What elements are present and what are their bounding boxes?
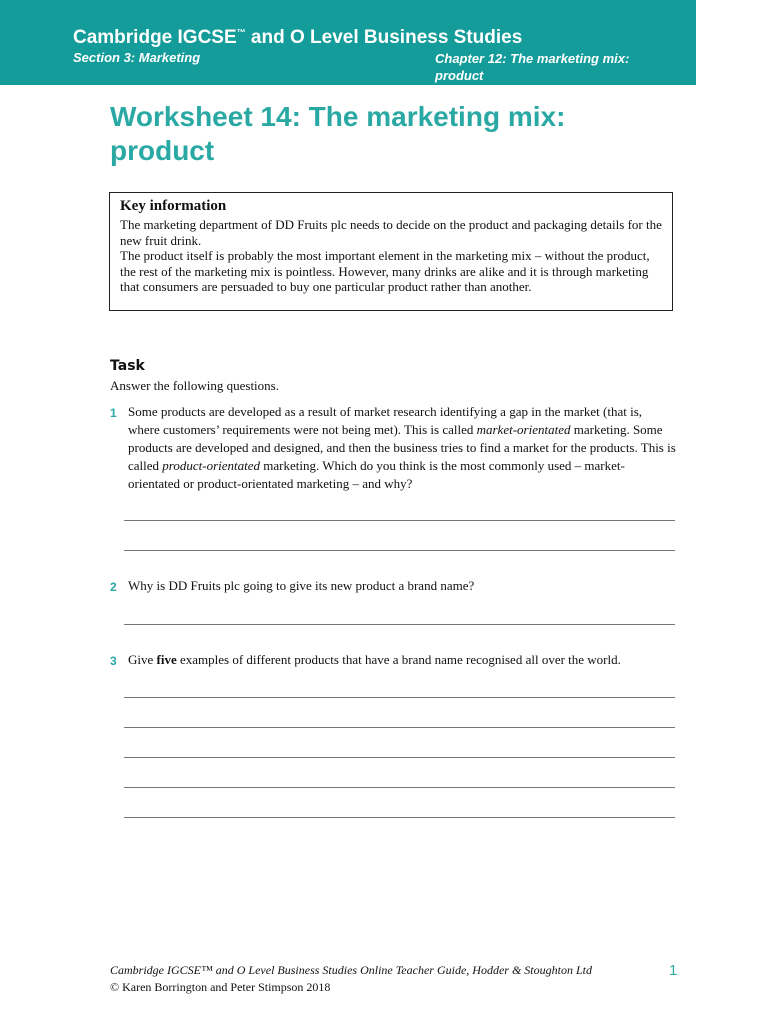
course-title: Cambridge IGCSE™ and O Level Business Studies	[73, 27, 523, 48]
answer-line[interactable]	[124, 817, 675, 818]
task-intro: Answer the following questions.	[110, 378, 279, 393]
key-info-paragraph: The product itself is probably the most important element in the marketing mix – without the product, the rest of the marketing mix is pointless. However, many drinks are alike and it is through marketing that consumers are persuaded to buy one particular product rather than another.	[120, 248, 650, 294]
answer-line[interactable]	[124, 757, 675, 758]
worksheet-title: Worksheet 14: The marketing mix: product	[110, 101, 566, 166]
answer-line[interactable]	[124, 624, 675, 625]
question-number: 2	[110, 580, 117, 594]
question-text: Give five examples of different products that have a brand name recognised all over the world.	[128, 652, 621, 667]
task-heading: Task	[110, 358, 145, 374]
answer-line[interactable]	[124, 520, 675, 521]
footer-copyright: © Karen Borrington and Peter Stimpson 2018	[110, 980, 331, 994]
answer-line[interactable]	[124, 697, 675, 698]
chapter-label: Chapter 12: The marketing mix: product	[435, 51, 630, 83]
section-label: Section 3: Marketing	[73, 50, 201, 65]
answer-line[interactable]	[124, 727, 675, 728]
question-text: Why is DD Fruits plc going to give its new product a brand name?	[128, 578, 475, 593]
question-number: 1	[110, 406, 117, 420]
question-number: 3	[110, 654, 117, 668]
footer-citation: Cambridge IGCSE™ and O Level Business Studies Online Teacher Guide, Hodder & Stoughton Ltd	[110, 963, 592, 977]
key-information-heading: Key information	[120, 198, 227, 214]
header-banner	[0, 0, 696, 85]
answer-line[interactable]	[124, 787, 675, 788]
key-info-paragraph: The marketing department of DD Fruits plc needs to decide on the product and packaging details for the new fruit drink.	[120, 217, 662, 248]
key-information-box	[109, 192, 673, 311]
header-corner	[670, 0, 700, 85]
answer-line[interactable]	[124, 550, 675, 551]
question-text: Some products are developed as a result of market research identifying a gap in the market (that is, where customers’ requirements were not being met). This is called market-orientated marketing. Some products are developed and designed, and then the business tries to find a market for the products. This is called product-orientated marketing. Which do you think is the most commonly used – market-orientated or product-orientated marketing – and why?	[128, 404, 676, 491]
page-number: 1	[669, 962, 678, 979]
